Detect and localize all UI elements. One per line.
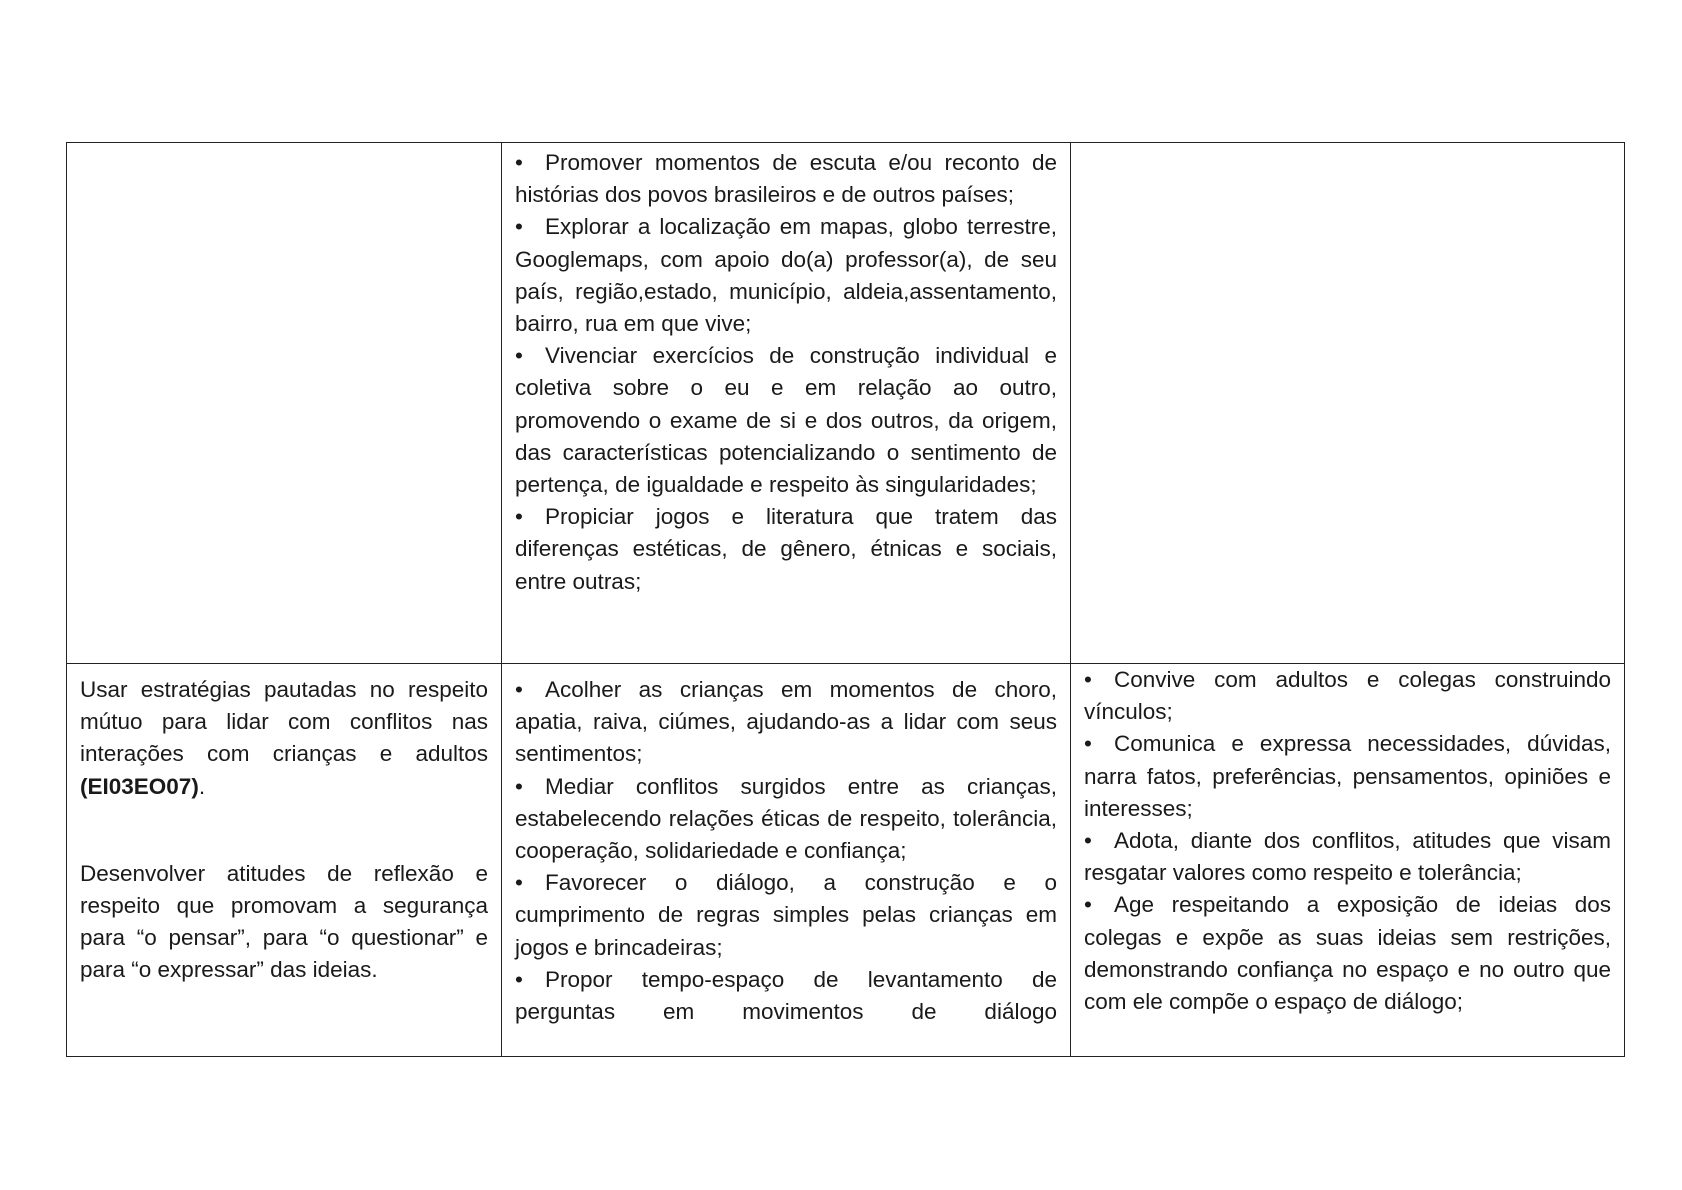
paragraph-gap <box>80 803 488 858</box>
bullet-icon: • <box>1084 667 1092 692</box>
strategy-text: Favorecer o diálogo, a construção e o cumprimento de regras simples pelas crianças em jogos e brincadeiras; <box>515 870 1057 960</box>
table-row <box>67 664 1625 1057</box>
list-item <box>515 211 1057 340</box>
strategy-text: Vivenciar exercícios de construção individual e coletiva sobre o eu e em relação ao outro, promovendo o exame de si e dos outros, da origem, das características potencializando o sentimento de pertença, de igualdade e respeito às singularidades; <box>515 343 1057 498</box>
outcome-text: Comunica e expressa necessidades, dúvidas, narra fatos, preferências, pensamentos, opiniões e interesses; <box>1084 731 1611 821</box>
bullet-icon: • <box>515 773 523 799</box>
outcome-text: Age respeitando a exposição de ideias dos colegas e expõe as suas ideias sem restrições, demonstrando confiança no espaço e no outro que com ele compõe o espaço de diálogo; <box>1084 892 1611 1015</box>
curriculum-table <box>66 142 1625 1057</box>
bullet-icon: • <box>515 150 523 175</box>
list-item <box>515 340 1057 501</box>
table-row <box>67 143 1625 664</box>
bullet-icon: • <box>515 504 523 530</box>
outcome-text: Convive com adultos e colegas construindo vínculos; <box>1084 667 1611 725</box>
strategy-text: Propiciar jogos e literatura que tratem das diferenças estéticas, de gênero, étnicas e sociais, entre outras; <box>515 504 1057 594</box>
outcome-text: Adota, diante dos conflitos, atitudes que visam resgatar valores como respeito e tolerância; <box>1084 828 1611 886</box>
bullet-icon: • <box>515 214 523 240</box>
strategy-text: Promover momentos de escuta e/ou reconto de histórias dos povos brasileiros e de outros países; <box>515 150 1057 208</box>
objective-text: Usar estratégias pautadas no respeito mútuo para lidar com conflitos nas interações com crianças e adultos <box>80 677 488 767</box>
list-item <box>515 867 1057 964</box>
list-item <box>1084 825 1611 889</box>
objectives-cell <box>67 664 502 1057</box>
objective-code: (EI03EO07) <box>80 773 199 799</box>
strategies-cell <box>502 143 1071 664</box>
objective-paragraph <box>80 674 488 803</box>
objective-paragraph <box>80 858 488 987</box>
list-item <box>515 147 1057 211</box>
objective-text: Desenvolver atitudes de reflexão e respeito que promovam a segurança para “o pensar”, para “o questionar” e para “o expressar” das ideias. <box>80 860 488 983</box>
list-item <box>515 501 1057 598</box>
bullet-icon: • <box>1084 828 1092 854</box>
outcomes-cell <box>1071 664 1625 1057</box>
bullet-icon: • <box>1084 731 1092 757</box>
list-item <box>515 771 1057 868</box>
strategy-text: Propor tempo-espaço de levantamento de perguntas em movimentos de diálogo <box>515 966 1057 1025</box>
list-item <box>1084 664 1611 728</box>
objective-end: . <box>198 773 206 799</box>
strategy-text: Mediar conflitos surgidos entre as crianças, estabelecendo relações éticas de respeito, tolerância, cooperação, solidariedade e confiança; <box>515 773 1057 864</box>
list-item <box>1084 728 1611 825</box>
list-item <box>1084 889 1611 1018</box>
strategy-text: Explorar a localização em mapas, globo terrestre, Googlemaps, com apoio do(a) professor(a), de seu país, região,estado, município, aldeia,assentamento, bairro, rua em que vive; <box>515 214 1057 337</box>
objectives-cell-empty <box>67 143 502 664</box>
list-item <box>515 674 1057 771</box>
outcomes-cell-empty <box>1071 143 1625 664</box>
bullet-icon: • <box>515 343 523 369</box>
bullet-icon: • <box>515 966 523 992</box>
strategy-text: Acolher as crianças em momentos de choro, apatia, raiva, ciúmes, ajudando-as a lidar com seus sentimentos; <box>515 677 1057 767</box>
bullet-icon: • <box>1084 892 1092 918</box>
strategies-cell <box>502 664 1071 1057</box>
bullet-icon: • <box>515 870 523 896</box>
bullet-icon: • <box>515 677 523 702</box>
list-item <box>515 964 1057 1028</box>
